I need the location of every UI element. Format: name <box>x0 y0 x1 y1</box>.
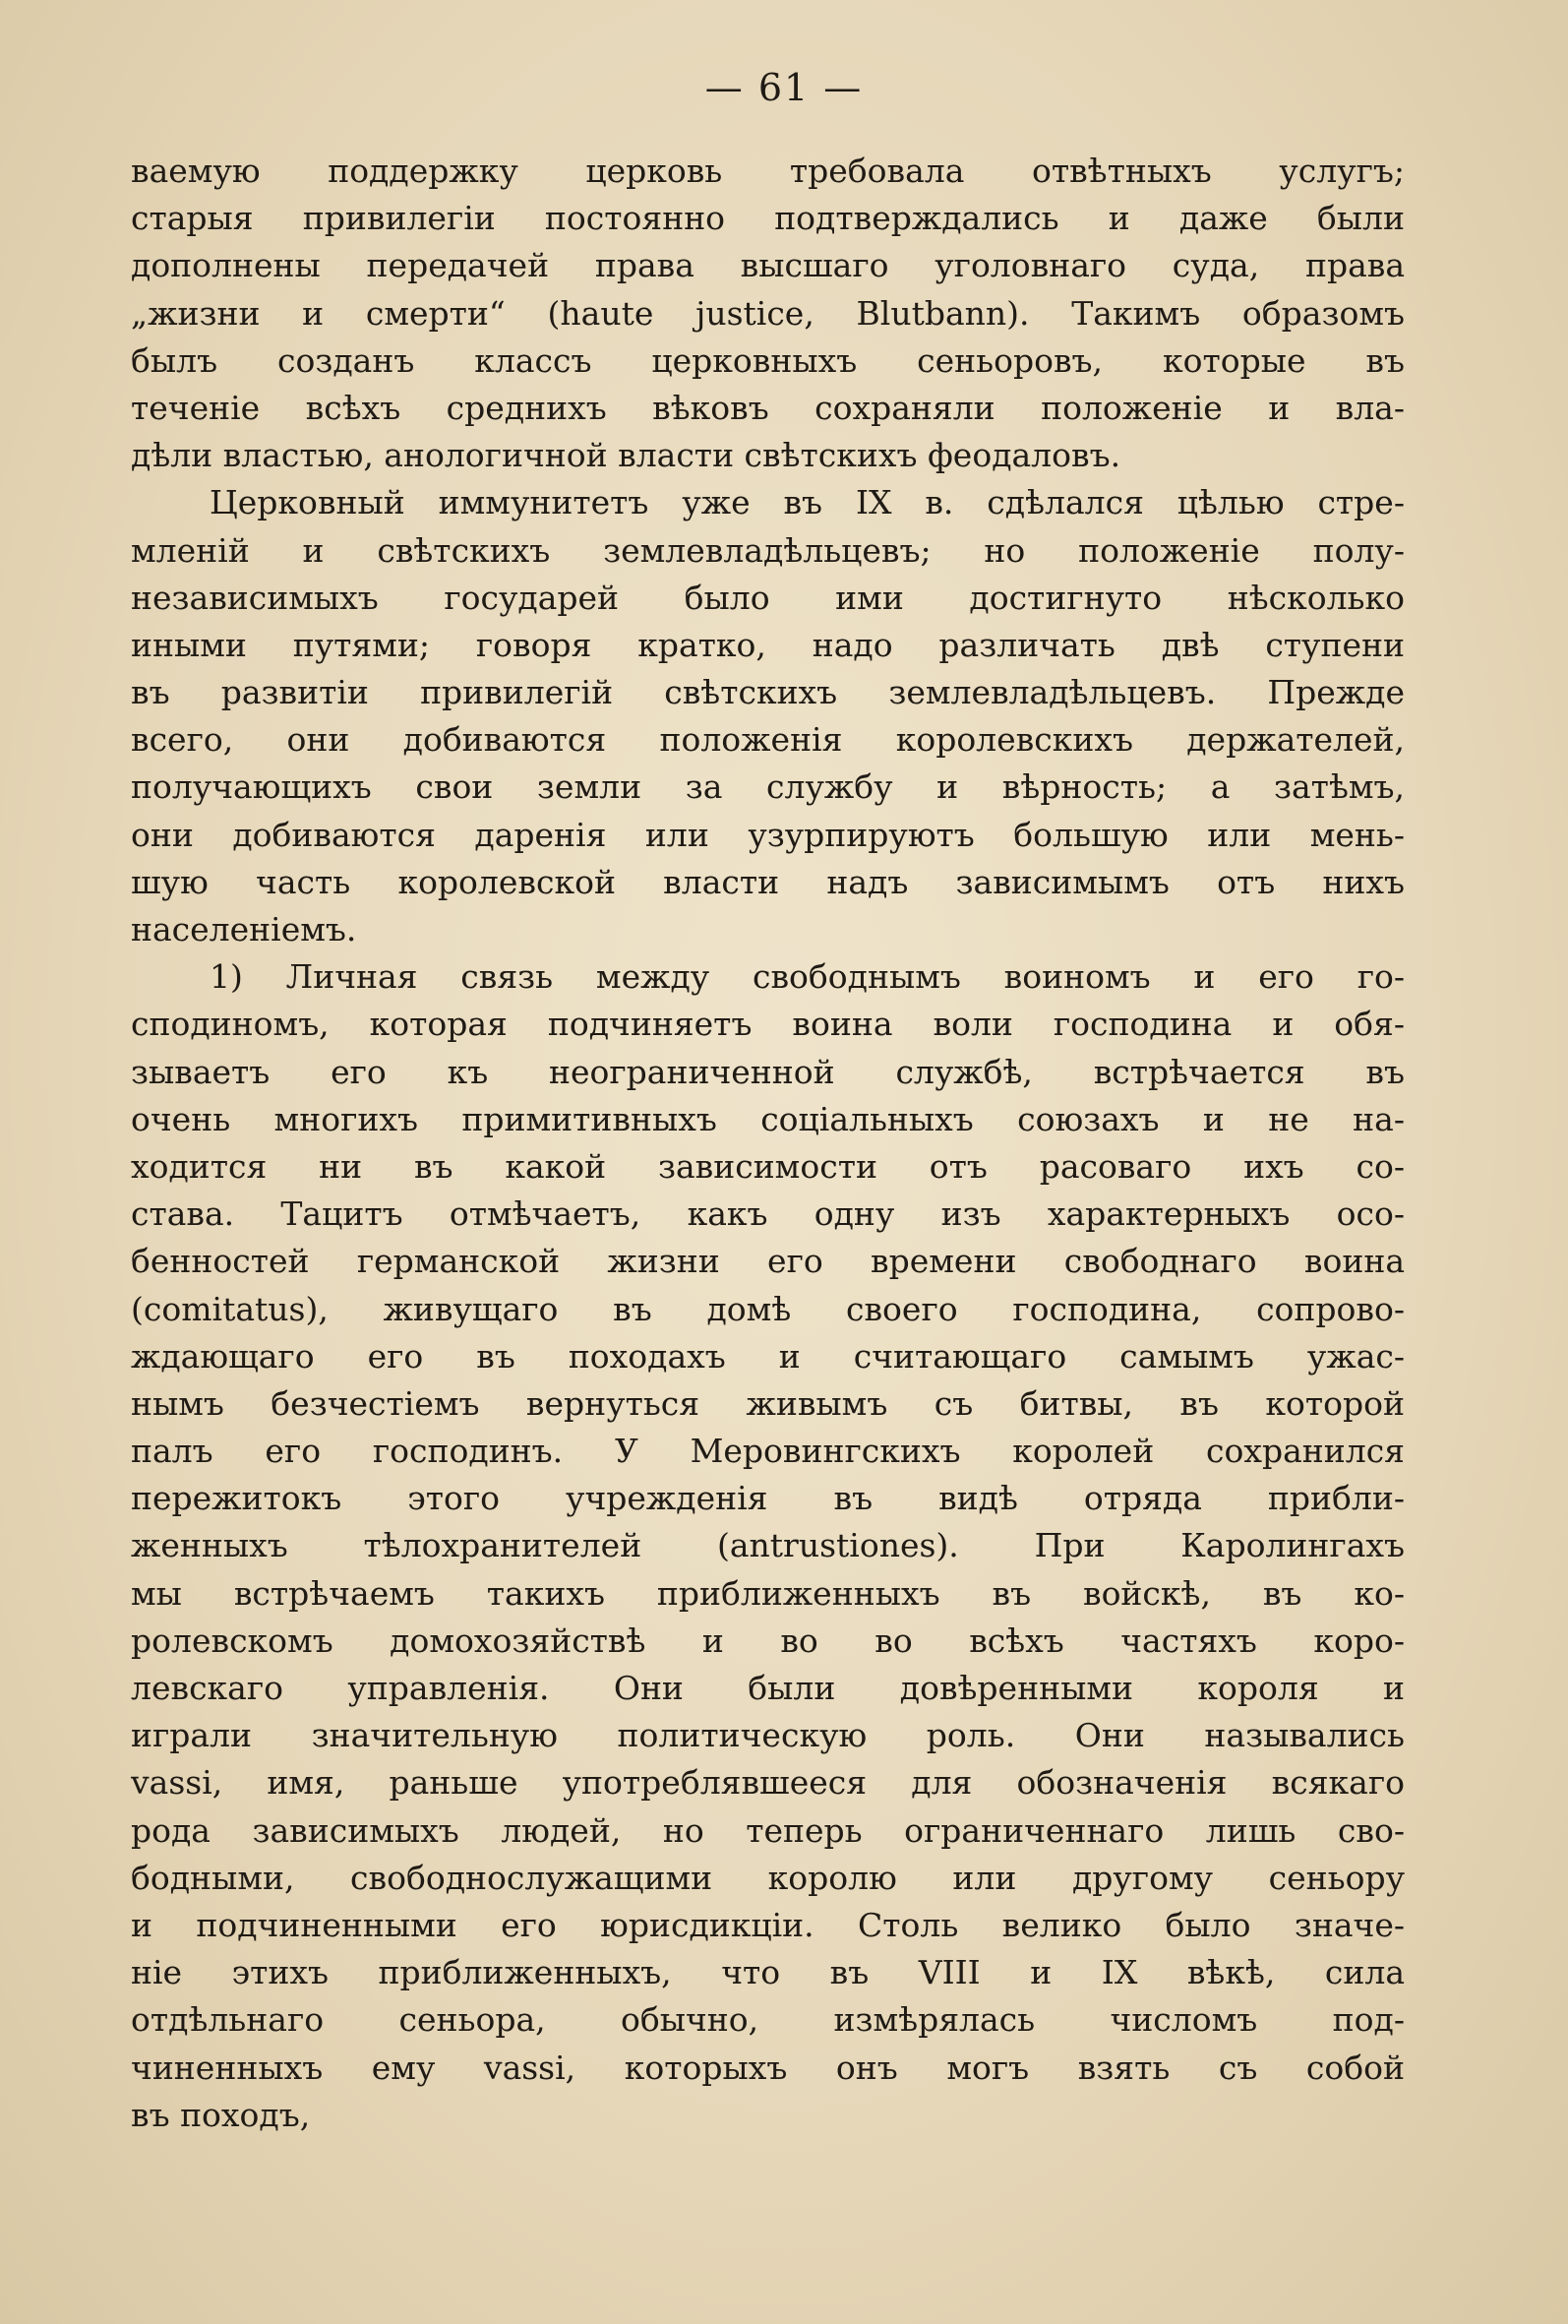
text-line: населеніемъ. <box>131 910 357 948</box>
text-line: бодными, свободнослужащими королю или другому сеньору <box>131 1858 1405 1897</box>
text-line: „жизни и смерти“ (haute justice, Blutbann). Такимъ образомъ <box>131 293 1405 333</box>
text-line: играли значительную политическую роль. Они назывались <box>131 1716 1405 1755</box>
text-line: става. Тацитъ отмѣчаетъ, какъ одну изъ характерныхъ осо- <box>131 1194 1405 1234</box>
text-line: они добиваются даренія или узурпируютъ большую или мень- <box>131 815 1405 854</box>
text-line: дѣли властью, анологичной власти свѣтскихъ феодаловъ. <box>131 436 1121 475</box>
text-line: ваемую поддержку церковь требовала отвѣтныхъ услугъ; <box>131 152 1405 190</box>
text-line: нымъ безчестіемъ вернуться живымъ съ битвы, въ которой <box>131 1383 1405 1423</box>
text-line: палъ его господинъ. У Меровингскихъ королей сохранился <box>131 1432 1405 1471</box>
text-line: отдѣльнаго сеньора, обычно, измѣрялась числомъ под- <box>131 2000 1405 2040</box>
text-line: ждающаго его въ походахъ и считающаго самымъ ужас- <box>131 1336 1405 1376</box>
text-line: иными путями; говоря кратко, надо различать двѣ ступени <box>131 625 1405 664</box>
text-line: независимыхъ государей было ими достигнуто нѣсколько <box>131 578 1405 617</box>
text-line: шую часть королевской власти надъ зависимымъ отъ нихъ <box>131 862 1405 901</box>
text-line: въ развитіи привилегій свѣтскихъ землевладѣльцевъ. Прежде <box>131 673 1405 712</box>
text-line: былъ созданъ классъ церковныхъ сеньоровъ, которые въ <box>131 340 1405 380</box>
text-line: сподиномъ, которая подчиняетъ воина воли господина и обя- <box>131 1005 1405 1044</box>
text-line: бенностей германской жизни его времени свободнаго воина <box>131 1242 1405 1281</box>
text-line: теченіе всѣхъ среднихъ вѣковъ сохраняли положеніе и вла- <box>131 388 1405 427</box>
text-line: дополнены передачей права высшаго уголовнаго суда, права <box>131 246 1405 285</box>
text-line: мы встрѣчаемъ такихъ приближенныхъ въ войскѣ, въ ко- <box>131 1573 1405 1613</box>
text-line: мленій и свѣтскихъ землевладѣльцевъ; но положеніе полу- <box>131 530 1405 570</box>
text-line: всего, они добиваются положенія королевскихъ держателей, <box>131 720 1405 760</box>
text-line: ролевскомъ домохозяйствѣ и во во всѣхъ частяхъ коро- <box>131 1621 1405 1660</box>
page-number: — 61 — <box>704 66 864 109</box>
text-line: левскаго управленія. Они были довѣренными короля и <box>131 1669 1405 1707</box>
body-text <box>131 148 1405 2139</box>
text-line: женныхъ тѣлохранителей (antrustiones). При Каролингахъ <box>131 1526 1405 1565</box>
text-line: ніе этихъ приближенныхъ, что въ VIII и IX вѣкѣ, сила <box>131 1953 1405 1992</box>
text-line: очень многихъ примитивныхъ соціальныхъ союзахъ и не на- <box>131 1099 1405 1138</box>
text-line: и подчиненными его юрисдикціи. Столь велико было значе- <box>131 1905 1405 1944</box>
text-line: (comitatus), живущаго въ домѣ своего господина, сопрово- <box>131 1289 1405 1328</box>
text-line: старыя привилегіи постоянно подтверждались и даже были <box>131 199 1405 238</box>
text-line: Церковный иммунитетъ уже въ IX в. сдѣлался цѣлью стре- <box>210 483 1405 522</box>
text-line: чиненныхъ ему vassi, которыхъ онъ могъ взять съ собой <box>131 2048 1405 2087</box>
text-line: ходится ни въ какой зависимости отъ расоваго ихъ со- <box>131 1146 1405 1186</box>
text-line: получающихъ свои земли за службу и вѣрность; а затѣмъ, <box>131 767 1405 807</box>
text-line: vassi, имя, раньше употреблявшееся для обозначенія всякаго <box>131 1763 1405 1803</box>
text-line: въ походъ, <box>131 2095 311 2134</box>
text-line: 1) Личная связь между свободнымъ воиномъ и его го- <box>210 957 1405 997</box>
text-line: зываетъ его къ неограниченной службѣ, встрѣчается въ <box>131 1052 1405 1091</box>
text-line: пережитокъ этого учрежденія въ видѣ отряда прибли- <box>131 1479 1405 1518</box>
text-line: рода зависимыхъ людей, но теперь ограниченнаго лишь сво- <box>131 1810 1405 1850</box>
